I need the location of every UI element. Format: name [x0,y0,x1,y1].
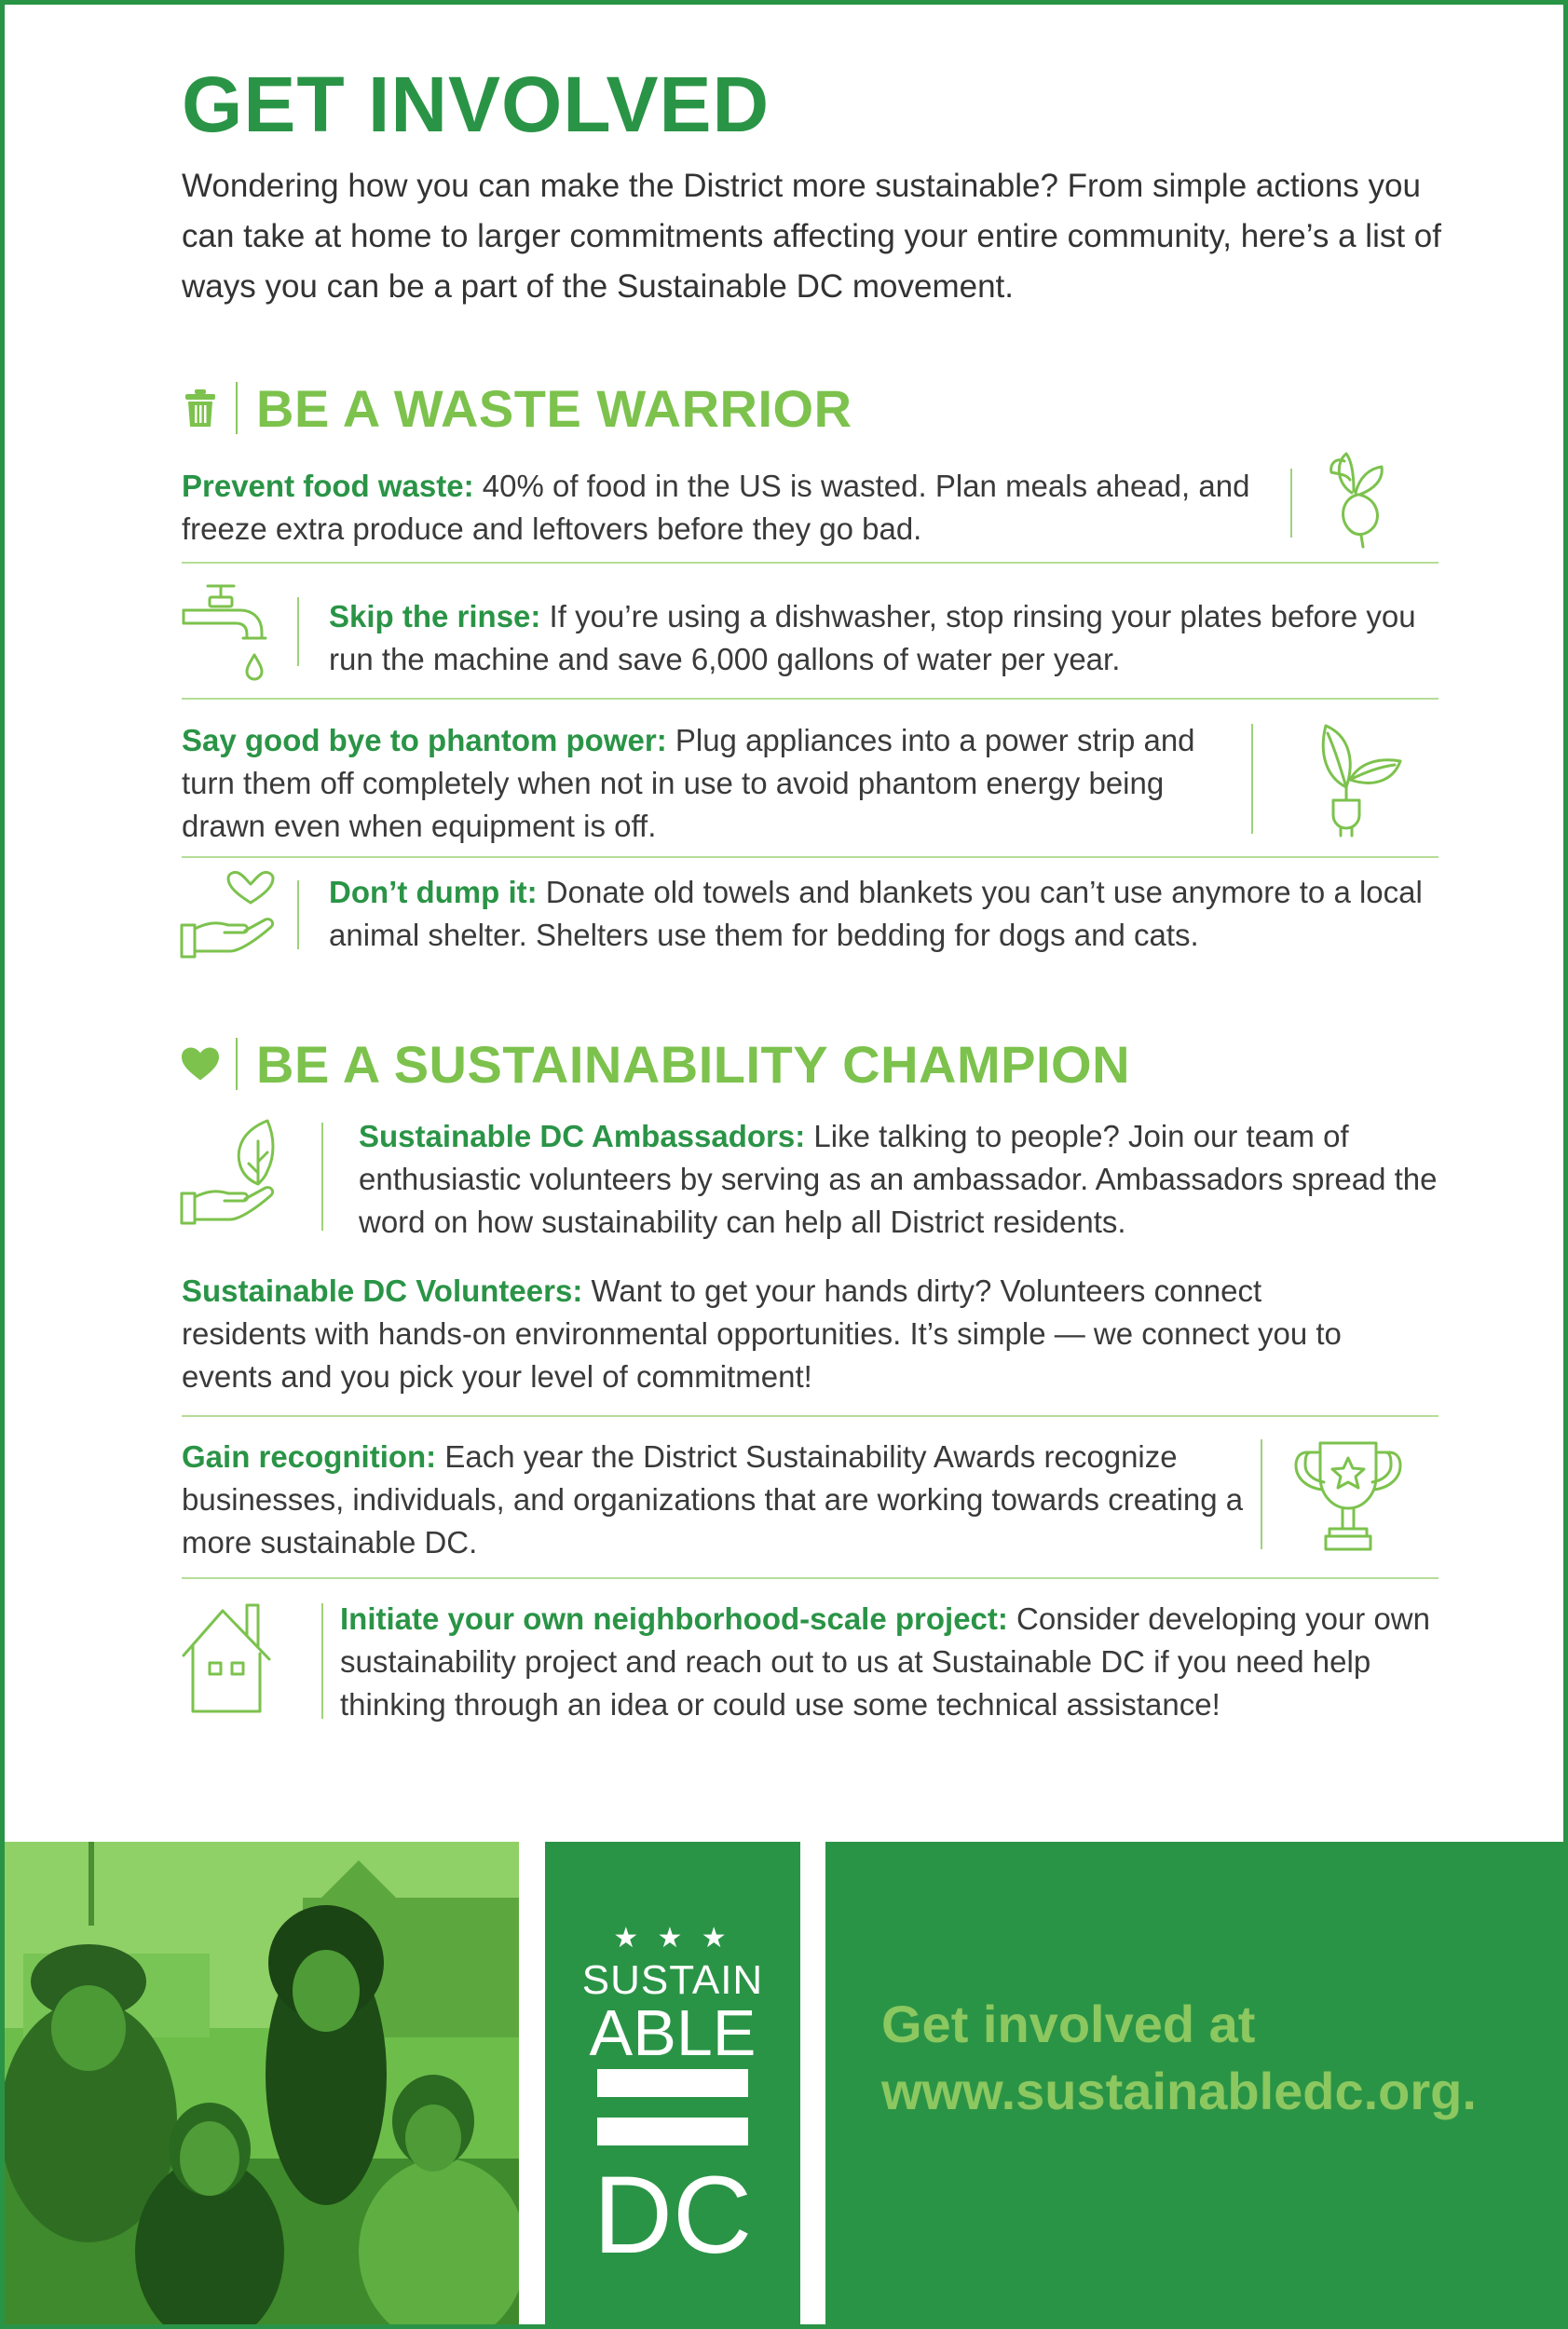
tip-text: Each year the District Sustainability Awards recognize businesses, individuals, and organizations that are working towards creating a more sustainable DC. [182,1439,1244,1559]
tip-text: Like talking to people? Join our team of enthusiastic volunteers by serving as an ambassador. Ambassadors spread the word on how sustainability can help all District residents. [359,1119,1438,1239]
heading-divider [236,382,238,434]
logo-line-sustain: SUSTAIN [581,1957,764,2003]
tip-skip-the-rinse [329,595,1447,681]
tip-neighborhood-project [340,1598,1449,1726]
tip-text: Donate old towels and blankets you can’t use anymore to a local animal shelter. Shelters use them for bedding for dogs and cats. [329,875,1423,952]
section-heading-sustainability-champion [182,1031,1130,1096]
tip-separator [182,1415,1438,1417]
tip-gain-recognition [182,1436,1244,1564]
tip-text: If you’re using a dishwasher, stop rinsing your plates before you run the machine and save 6,000 gallons of water per year. [329,599,1416,676]
tip-lead: Initiate your own neighborhood-scale project: [340,1601,1008,1636]
logo-line-able: ABLE [589,1996,757,2069]
tip-prevent-food-waste [182,465,1262,551]
tip-separator [182,562,1438,564]
page-title: GET INVOLVED [182,61,770,148]
tip-text: Want to get your hands dirty? Volunteers connect residents with hands-on environmental opportunities. It’s simple — we connect you to events and you pick your level of commitment! [182,1273,1342,1394]
beet-icon [1324,446,1391,553]
tip-ambassadors [359,1115,1439,1244]
tip-lead: Prevent food waste: [182,469,474,503]
trash-can-icon [182,385,219,431]
tip-divider [321,1123,323,1231]
cta-line: Get involved at [881,1995,1256,2053]
plug-leaf-icon [1313,722,1406,842]
sustainable-dc-logo [545,1842,800,2329]
hand-plant-icon [178,1119,282,1232]
website-link[interactable]: www.sustainabledc.org. [881,2062,1477,2120]
tip-separator [182,856,1438,858]
intro-paragraph: Wondering how you can make the District more sustainable? From simple actions you can take at home to larger commitments affecting your entire community, here’s a list of ways you can be a part of the Sustainable DC movement. [182,168,1441,305]
tip-dont-dump-it [329,871,1447,957]
tip-lead: Sustainable DC Ambassadors: [359,1119,806,1153]
section-heading-waste-warrior [182,375,852,441]
tip-text: 40% of food in the US is wasted. Plan meals ahead, and freeze extra produce and leftovers before they go bad. [182,469,1250,546]
logo-stripe [597,2069,748,2097]
tip-text: Consider developing your own sustainability project and reach out to us at Sustainable DC if you need help thinking through an idea or could use some technical assistance! [340,1601,1430,1722]
call-to-action-panel [825,1842,1568,2329]
tip-separator [182,1577,1438,1579]
tip-volunteers [182,1270,1393,1398]
tip-phantom-power [182,719,1234,848]
tip-lead: Gain recognition: [182,1439,437,1474]
call-to-action [881,1991,1552,2125]
tip-lead: Skip the rinse: [329,599,541,633]
house-icon [182,1601,271,1720]
logo-stripe [597,2118,748,2145]
section-title: BE A WASTE WARRIOR [256,378,852,438]
logo-line-dc: DC [593,2154,753,2277]
tip-separator [182,698,1438,700]
tip-divider [1261,1439,1262,1549]
hand-heart-icon [178,871,277,965]
community-photo [5,1842,519,2329]
section-title: BE A SUSTAINABILITY CHAMPION [256,1034,1131,1094]
tip-divider [1251,724,1253,834]
tip-lead: Say good bye to phantom power: [182,723,667,757]
tip-lead: Sustainable DC Volunteers: [182,1273,583,1308]
tip-text: Plug appliances into a power strip and turn them off completely when not in use to avoid phantom energy being drawn even when equipment is off. [182,723,1195,843]
tip-divider [297,880,299,949]
tip-divider [1290,469,1292,538]
tip-lead: Don’t dump it: [329,875,538,909]
heading-divider [236,1038,238,1090]
tip-divider [297,597,299,666]
heart-icon [182,1041,219,1087]
faucet-icon [180,582,269,689]
tip-divider [321,1603,323,1719]
trophy-icon [1294,1439,1402,1559]
logo-stars: ★ ★ ★ [613,1923,732,1954]
